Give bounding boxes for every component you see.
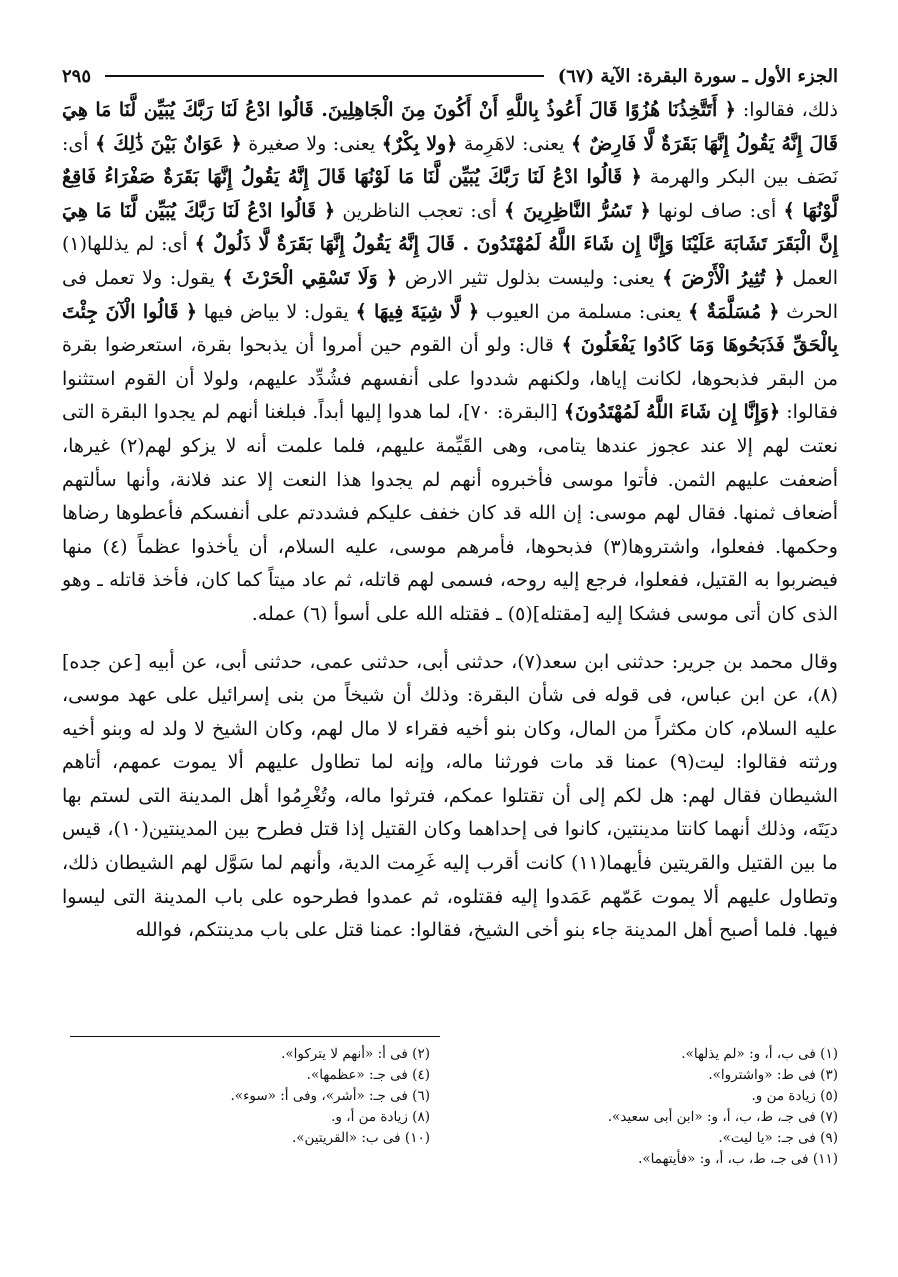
footnote: (٣) فى ط: «واشتروا». bbox=[708, 1067, 838, 1083]
quran-quote: ﴿ تَسُرُّ النَّاظِرِينَ ﴾ bbox=[504, 199, 651, 222]
footnote: (١) فى ب، أ، و: «لم يذلها». bbox=[681, 1046, 838, 1062]
quran-quote: ﴿ قَالُوا الْآنَ جِئْتَ بِالْحَقِّ فَذَبَحُوهَا وَمَا كَادُوا يَفْعَلُونَ ﴾ bbox=[62, 300, 839, 357]
running-header bbox=[62, 58, 838, 94]
quran-quote: ﴿ أَتَتَّخِذُنَا هُزُوًا قَالَ أَعُوذُ بِاللَّهِ أَنْ أَكُونَ مِنَ الْجَاهِلِينَ. قَالُوا ادْعُ لَنَا رَبَّكَ يُبَيِّن لَّنَا مَا هِيَ قَالَ إِنَّهُ يَقُولُ إِنَّهَا بَقَرَةٌ لَّا فَارِضٌ ﴾ bbox=[62, 99, 838, 155]
text-segment: وقال محمد بن جرير: حدثنى ابن سعد(٧)، حدثنى أبى، حدثنى عمى، حدثنى أبى، عن أبيه [عن جده](٨)، عن ابن عباس، فى قوله فى شأن البقرة: وذلك أن شيخاً من بنى إسرائيل على عهد موسى، عليه السلام، كان مكثراً من المال، وكان بنو أخيه فقراء لا مال لهم، وكان الشيخ لا ولد له وبنو أخيه ورثته فقالوا: ليت(٩) عمنا قد مات فورثنا ماله، وإنه لما تطاول عليهم ألا يموت عمهم، أتاهم الشيطان فقال لهم: هل لكم إلى أن تقتلوا عمكم، فترثوا ماله، وتُغْرِمُوا أهل المدينة التى لستم بها ديَتَه، وذلك أنهما كانتا مدينتين، كانوا فى إحداهما وكان القتيل إذا قتل فطرح بين المدينتين(١٠)، قيس ما بين القتيل والقريتين فأيهما(١١) كانت أقرب إليه غَرِمت الدية، وأنهم لما سَوَّل لهم الشيطان ذلك، وتطاول عليهم ألا يموت عَمّهم عَمَدوا إليه فقتلوه، ثم عمدوا فطرحوه على باب المدينة التى ليسوا فيها. فلما أصبح أهل المدينة جاء بنو أخى الشيخ، فقالوا: عمنا قتل على باب مدينتكم، فوالله bbox=[62, 650, 839, 942]
page-number: ٢٩٥ bbox=[62, 65, 92, 87]
quran-quote: ﴿ولا بِكْرٌ﴾ bbox=[381, 132, 458, 155]
footnote: (٢) فى أ: «أنهم لا يتركوا». bbox=[281, 1046, 430, 1062]
quran-quote: ﴿ لَّا شِيَةَ فِيهَا ﴾ bbox=[355, 300, 480, 323]
body-paragraph-2 bbox=[62, 646, 838, 948]
quran-quote: ﴿ قَالُوا ادْعُ لَنَا رَبَّكَ يُبَيِّن لَّنَا مَا لَوْنُهَا قَالَ إِنَّهُ يَقُولُ إِنَّهَا بَقَرَةٌ صَفْرَاءُ فَاقِعٌ لَّوْنُهَا ﴾ bbox=[62, 166, 838, 222]
text-segment: أى: تعجب الناظرين bbox=[335, 199, 505, 222]
footnote-rule bbox=[70, 1036, 440, 1037]
quran-quote: ﴿ وَلَا تَسْقِي الْحَرْثَ ﴾ bbox=[222, 266, 398, 289]
text-segment: قال: ولو أن القوم حين أمروا أن يذبحوا بقرة، استعرضوا بقرة من البقر فذبحوها، لكانت إياها، ولكنهم شددوا على أنفسهم فشُدِّد عليهم، ولولا أن القوم استثنوا فقالوا: bbox=[62, 334, 838, 424]
footnote: (١١) فى جـ، ط، ب، أ، و: «فأيتهما». bbox=[638, 1151, 838, 1167]
footnote: (٨) زيادة من أ، و. bbox=[331, 1109, 430, 1125]
text-segment: يعنى: لاهَرِمة bbox=[457, 132, 572, 155]
header-rule bbox=[105, 75, 544, 77]
text-segment: يعنى: مسلمة من العيوب bbox=[479, 300, 689, 323]
footnotes-right-column bbox=[470, 1044, 838, 1170]
quran-quote: ﴿ مُسَلَّمَةٌ ﴾ bbox=[688, 300, 780, 323]
text-segment: يعنى: ولا صغيرة bbox=[241, 132, 382, 155]
footnote: (٧) فى جـ، ط، ب، أ، و: «ابن أبى سعيد». bbox=[607, 1109, 838, 1125]
text-segment: [البقرة: ٧٠]، لما هدوا إليها أبداً. فبلغنا أنهم لم يجدوا البقرة التى نعتت لهم إلا عند عجوز عندها يتامى، وهى القَيِّمة عليهم، فلما علمت أنه لا يزكو لهم(٢) غيرها، أضعفت عليهم الثمن. فأتوا موسى فأخبروه أنهم لم يجدوا هذا النعت إلا عند فلانة، وأنها سألتهم أضعاف ثمنها. فقال لهم موسى: إن الله قد كان خفف عليكم فشددتم على أنفسكم فأعطوها رضاها وحكمها. ففعلوا، واشتروها(٣) فذبحوها، فأمرهم موسى، عليه السلام، أن يأخذوا عظماً (٤) منها فيضربوا به القتيل، ففعلوا، فرجع إليه روحه، فسمى لهم قاتله، ثم عاد ميتاً كما كان، فأخذ قاتله ـ وهو الذى كان أتى موسى فشكا إليه [مقتله](٥) ـ فقتله الله على أسوأ (٦) عمله. bbox=[62, 401, 838, 625]
text-segment: أى: نَصَف بين البكر والهرمة bbox=[62, 132, 838, 189]
footnotes-left-column bbox=[62, 1044, 430, 1170]
quran-quote: ﴿ عَوَانٌ بَيْنَ ذَٰلِكَ ﴾ bbox=[95, 132, 242, 155]
text-segment: أى: صاف لونها bbox=[650, 199, 784, 222]
footnote: (٦) فى جـ: «أشر»، وفى أ: «سوء». bbox=[230, 1088, 430, 1104]
footnote: (٤) فى جـ: «عظمها». bbox=[306, 1067, 430, 1083]
page bbox=[62, 58, 838, 948]
quran-quote: ﴿ قَالُوا ادْعُ لَنَا رَبَّكَ يُبَيِّن لَّنَا مَا هِيَ إِنَّ الْبَقَرَ تَشَابَهَ عَلَيْنَا وَإِنَّا إِن شَاءَ اللَّهُ لَمُهْتَدُونَ . قَالَ إِنَّهُ يَقُولُ إِنَّهَا بَقَرَةٌ لَّا ذَلُولٌ ﴾ bbox=[62, 199, 839, 256]
body-paragraph-1 bbox=[62, 94, 838, 632]
header-title: الجزء الأول ـ سورة البقرة: الآية (٦٧) bbox=[557, 65, 838, 87]
footnote: (١٠) فى ب: «القريتين». bbox=[291, 1130, 430, 1146]
footnotes bbox=[62, 1044, 838, 1170]
text-segment: يقول: لا بياض فيها bbox=[197, 300, 356, 323]
text-segment: أى: لم يذللها(١) العمل bbox=[62, 233, 838, 289]
quran-quote: ﴿وَإِنَّا إِن شَاءَ اللَّهُ لَمُهْتَدُونَ﴾ bbox=[563, 401, 781, 424]
text-segment: يقول: ولا تعمل فى الحرث bbox=[62, 266, 838, 323]
text-segment: ذلك، فقالوا: bbox=[735, 99, 838, 121]
footnote: (٥) زيادة من و. bbox=[751, 1088, 838, 1104]
footnote: (٩) فى جـ: «يا ليت». bbox=[718, 1130, 838, 1146]
quran-quote: ﴿ تُثِيرُ الْأَرْضَ ﴾ bbox=[662, 266, 785, 289]
paragraph-gap bbox=[62, 632, 838, 646]
text-segment: يعنى: وليست بذلول تثير الارض bbox=[397, 266, 663, 289]
